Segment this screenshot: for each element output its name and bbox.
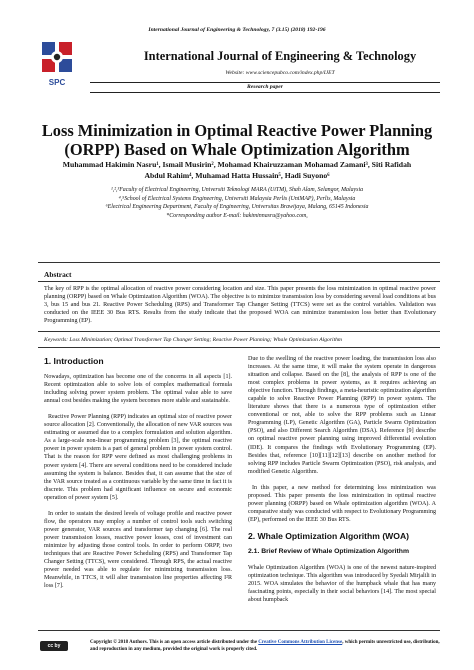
section-2-heading: 2. Whale Optimization Algorithm (WOA) (248, 530, 410, 541)
footer-rule (38, 630, 440, 631)
logo-text: SPC (48, 78, 66, 87)
title-line-2: (ORPP) Based on Whale Optimization Algorithm (64, 140, 410, 159)
corresponding-author: *Corresponding author E-mail: hakiminnasru@yahoo.com, (166, 212, 308, 219)
intro-paragraph-4: Due to the swelling of the reactive power loading, the transmission loss also increases. At the same time, it will make the system operate in dangerous situation and collapse. Based on the [8], the analysis of RPP is one of the most complex problems in power systems, as it requires achieving an objective function. Through findings, a meta-heuristic optimization algorithm capable to solve Reactive Power Planning (RPP) in power system. The literature shows that there is a numerous type of optimization either conventional or not, able to solve the RPP problems such as Linear Programming (LP), Genetic Algorithm (GA), Particle Swarm Optimization (PSO), and also Different Search Algorithm (DSA). Reference [9] describe on optimal reactive power planning using improved differential evolution (IDE). It compares the findings with Evolutionary Programming (EP). Besides that, reference [10][11][12][13] describe on another method for solving RPP includes Particle Swarm Optimization (PSO), risk analysis, and modified Genetic Algorithm. (248, 356, 436, 475)
intro-paragraph-1: Nowadays, optimization has become one of the concerns in all aspects [1]. Recent optimization able to solve lots of complex mathematical formula including solving power system problem. The optimal value able to save annual cost besides making the system becomes more stable and sustainable. (44, 374, 232, 405)
authors-line-2: Abdul Rahim⁴, Muhamad Hatta Hussain⁵, Hadi Suyono⁶ (144, 170, 330, 180)
intro-paragraph-5: In this paper, a new method for determining loss minimization was proposed. This paper presents the loss minimization in optimal reactive power planning (ORPP) based on Whale optimization algorithm (WOA). A comparative study was conducted with respect to Evolutionary Programming (EP), performed on the IEEE 30 Bus RTS. (248, 484, 436, 523)
journal-name: International Journal of Engineering & Technology (143, 49, 417, 63)
authors-line-1: Muhammad Hakimin Nasru¹, Ismail Musirin², Mohamad Khairuzzaman Mohamad Zamani³, Siti Rafidah (62, 160, 412, 169)
keywords-rule (38, 347, 440, 348)
subsection-2-1-heading: 2.1. Brief Review of Whale Optimization Algorithm (248, 547, 410, 555)
journal-reference: International Journal of Engineering & Technology, 7 (3.15) (2018) 192-196 (148, 27, 326, 33)
section-1-heading: 1. Introduction (44, 356, 104, 366)
intro-paragraph-2: Reactive Power Planning (RPP) indicates an optimal size of reactive power source allocation [2]. Conventionally, the allocation of new VAR sources was estimating or assumed due to a complex formulation and solution algorithm. As a large-scale non-linear programming problem [3], the optimal reactive power in power system is a part of general problem in power system control. That is the reason for RPP were defined as most challenging problems in power system [4]. There are several conditions need to be considered include assuming the system is balance. Besides that, it can assume that the size of the VAR source treated as a continuous variable by the same time in fact it is discrete. This problem had significant influence on secure and economic operation of power system [5]. (44, 414, 232, 501)
abstract-heading-rule (38, 281, 440, 282)
publisher-logo (38, 40, 76, 90)
paper-title (20, 121, 454, 159)
abstract-text: The key of RPP is the optimal allocation of reactive power considering location and size. This paper presents the loss minimization in optimal reactive power planning (ORPP) based on Whale Optimization Algorithm (WOA). The objective is to minimize transmission loss by considering several load conditions at bus 3, bus 15 and bus 21. Reactive Power Scheduling (RPS) and Transformer Tap Changer Setting (TTCS) were set as the control variables. Validation was conducted on the IEEE 30 Bus RTS. Results from the study indicate that the proposed WOA can minimize transmission loss better than Evolutionary Programming (EP). (44, 286, 436, 324)
woa-paragraph-1: Whale Optimization Algorithm (WOA) is one of the newest nature-inspired optimization technique. This algorithm was introduced by Syedali Mirjalili in 2015. WOA simulates the behavior of the humpback whale that has many fascinating points, especially in their social behaviors [14]. The most special about humpback (248, 565, 436, 604)
header-rule-top (90, 82, 440, 83)
abstract-heading: Abstract (44, 270, 72, 279)
abstract-rule-top (38, 262, 440, 263)
affiliation-2: ⁴,⁵School of Electrical Systems Engineering, Universiti Malaysia Perlis (UniMAP), Perlis, Malaysia (118, 195, 356, 202)
abstract-rule-bottom (38, 331, 440, 332)
copyright-suffix: , which permits unrestricted use, distribution, and reproduction in any medium, provided the original work is properly cited. (90, 640, 440, 652)
left-column (44, 357, 232, 590)
title-line-1: Loss Minimization in Optimal Reactive Power Planning (41, 121, 433, 140)
intro-paragraph-3: In order to sustain the desired levels of voltage profile and reactive power flow, the operators may employ a number of control tools such switching power generator, VAR sources and transformer tap changing [6]. The real power transmission losses, reactive power losses, cost of investment can minimize by adjusting those control tools. In order to perform ORPP, two techniques that are Reactive Power Scheduling (RPS) and Transformer Tap Changer Setting (TTCS), were considered. Through RPS, the actual reactive power needed was able to regulate for minimizing transmission loss. Meanwhile, in TTCS, it will alter transmission line properties affecting I²R loss [7]. (44, 510, 232, 590)
keywords: Keywords: Loss Minimization; Optimal Transformer Tap Changer Setting; Reactive Power Planning; Whale Optimization Algorithm (44, 337, 342, 343)
affiliation-1: ¹,²,³Faculty of Electrical Engineering, Universiti Teknologi MARA (UiTM), Shah Alam, Selangor, Malaysia (110, 187, 364, 193)
author-list (25, 160, 449, 181)
affiliations (25, 186, 449, 220)
copyright-prefix: Copyright © 2018 Authors. This is an open access article distributed under the (90, 640, 259, 645)
license-link[interactable]: Creative Commons Attribution License (258, 640, 343, 645)
cc-license-badge: cc by (40, 641, 68, 651)
affiliation-3: ⁶Electrical Engineering Department, Faculty of Engineering, Universitas Brawijaya, Malang, 65145 Indonesia (105, 204, 369, 211)
right-column (248, 355, 436, 604)
journal-website: Website: www.sciencepubco.com/index.php/IJET (225, 70, 335, 76)
copyright-notice (90, 640, 440, 653)
paper-type: Research paper (247, 84, 283, 90)
header-rule-bottom (90, 92, 440, 93)
